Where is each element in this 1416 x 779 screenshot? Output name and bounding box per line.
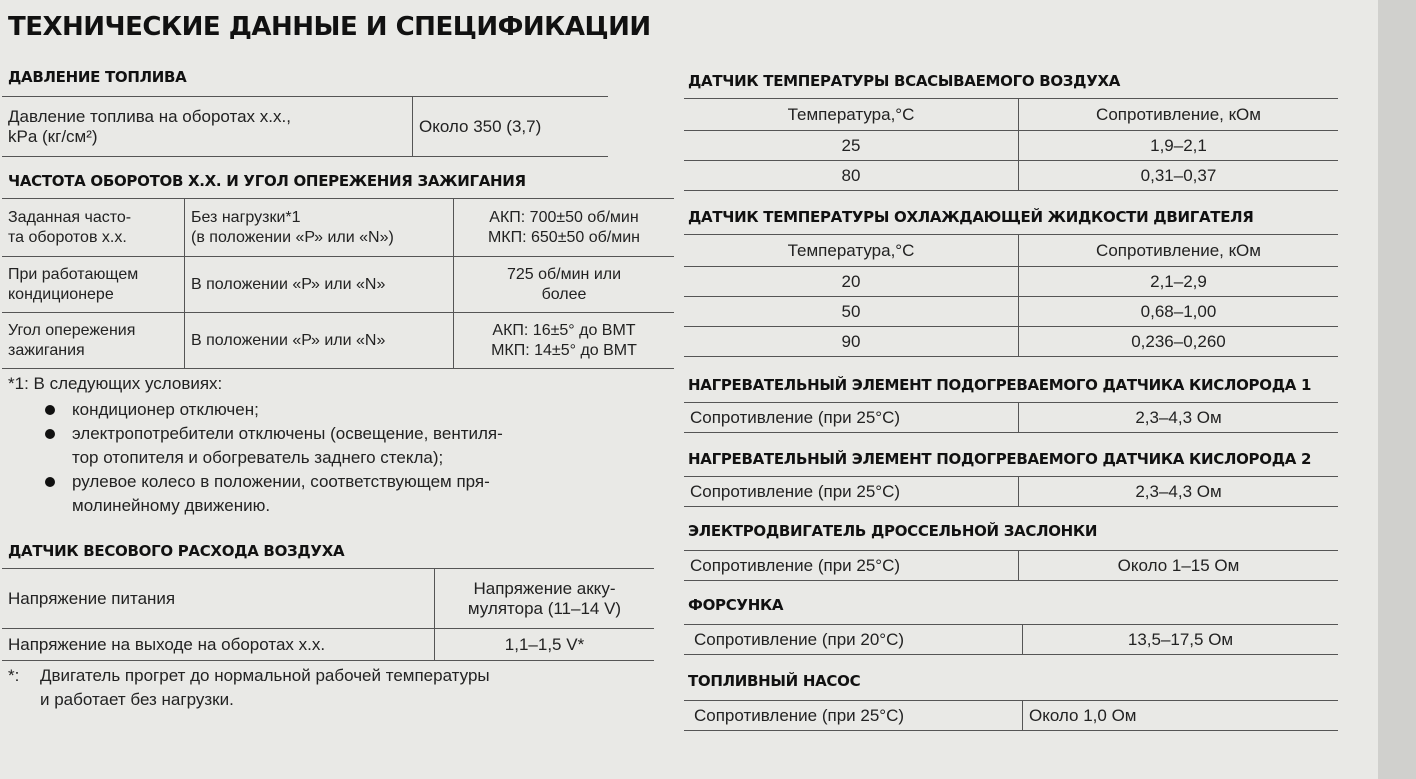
- o2-2-table: [684, 476, 1338, 507]
- throttle-table: [684, 550, 1338, 581]
- throttle-heading: ЭЛЕКТРОДВИГАТЕЛЬ ДРОССЕЛЬНОЙ ЗАСЛОНКИ: [688, 522, 1098, 540]
- fuel-pressure-heading: ДАВЛЕНИЕ ТОПЛИВА: [8, 68, 187, 86]
- page-edge: [1378, 0, 1416, 779]
- table-row: Сопротивление (при 25°С) 2,3–4,3 Ом: [684, 477, 1338, 507]
- table-row: 80 0,31–0,37: [684, 161, 1338, 191]
- table-row: Напряжение питания Напряжение акку- мулятора (11–14 V): [2, 569, 654, 629]
- idle-heading: ЧАСТОТА ОБОРОТОВ Х.Х. И УГОЛ ОПЕРЕЖЕНИЯ ЗАЖИГАНИЯ: [8, 172, 526, 190]
- table-row: Угол опережения зажигания В положении «Р» или «N» АКП: 16±5° до ВМТ МКП: 14±5° до ВМТ: [2, 313, 674, 369]
- idle-table: [2, 198, 674, 369]
- injector-heading: ФОРСУНКА: [688, 596, 784, 614]
- iat-heading: ДАТЧИК ТЕМПЕРАТУРЫ ВСАСЫВАЕМОГО ВОЗДУХА: [688, 72, 1121, 90]
- o2-1-table: [684, 402, 1338, 433]
- o2-2-heading: НАГРЕВАТЕЛЬНЫЙ ЭЛЕМЕНТ ПОДОГРЕВАЕМОГО ДАТЧИКА КИСЛОРОДА 2: [688, 450, 1312, 468]
- o2-1-heading: НАГРЕВАТЕЛЬНЫЙ ЭЛЕМЕНТ ПОДОГРЕВАЕМОГО ДАТЧИКА КИСЛОРОДА 1: [688, 376, 1312, 394]
- table-row: Сопротивление (при 25°С) Около 1–15 Ом: [684, 551, 1338, 581]
- table-row: Сопротивление (при 25°С) Около 1,0 Ом: [684, 701, 1338, 731]
- table-row: 90 0,236–0,260: [684, 327, 1338, 357]
- iat-table: [684, 98, 1338, 191]
- table-row: При работающем кондиционере В положении «Р» или «N» 725 об/мин или более: [2, 257, 674, 313]
- table-header-row: Температура,°С Сопротивление, кОм: [684, 235, 1338, 267]
- table-row: Сопротивление (при 25°С) 2,3–4,3 Ом: [684, 403, 1338, 433]
- fuel-pump-heading: ТОПЛИВНЫЙ НАСОС: [688, 672, 861, 690]
- list-item: электропотребители отключены (освещение, вентиля- тор отопителя и обогреватель заднего стекла);: [36, 422, 676, 470]
- table-row: 25 1,9–2,1: [684, 131, 1338, 161]
- page-title: ТЕХНИЧЕСКИЕ ДАННЫЕ И СПЕЦИФИКАЦИИ: [8, 12, 651, 42]
- table-row: 50 0,68–1,00: [684, 297, 1338, 327]
- list-item: рулевое колесо в положении, соответствующем пря- молинейному движению.: [36, 470, 676, 518]
- maf-note: Двигатель прогрет до нормальной рабочей температуры и работает без нагрузки.: [40, 666, 490, 709]
- injector-table: [684, 624, 1338, 655]
- table-row: Заданная часто- та оборотов х.х. Без нагрузки*1 (в положении «Р» или «N») АКП: 700±50 об/мин МКП: 650±50 об/мин: [2, 199, 674, 257]
- table-row: 20 2,1–2,9: [684, 267, 1338, 297]
- table-row: Сопротивление (при 20°С) 13,5–17,5 Ом: [684, 625, 1338, 655]
- fuel-pressure-param: Давление топлива на оборотах х.х., kPa (кг/см²): [2, 97, 413, 157]
- fuel-pump-table: [684, 700, 1338, 731]
- ect-table: [684, 234, 1338, 357]
- fuel-pressure-table: [2, 96, 608, 157]
- ect-heading: ДАТЧИК ТЕМПЕРАТУРЫ ОХЛАЖДАЮЩЕЙ ЖИДКОСТИ ДВИГАТЕЛЯ: [688, 208, 1254, 226]
- maf-table: [2, 568, 654, 661]
- maf-heading: ДАТЧИК ВЕСОВОГО РАСХОДА ВОЗДУХА: [8, 542, 345, 560]
- table-row: Напряжение на выходе на оборотах х.х. 1,1–1,5 V*: [2, 629, 654, 661]
- maf-note-mark: *:: [8, 666, 20, 685]
- list-item: кондиционер отключен;: [36, 398, 676, 422]
- idle-conditions-list: [36, 398, 676, 518]
- fuel-pressure-value: Около 350 (3,7): [419, 116, 542, 136]
- table-header-row: Температура,°С Сопротивление, кОм: [684, 99, 1338, 131]
- idle-note-title: *1: В следующих условиях:: [8, 374, 223, 393]
